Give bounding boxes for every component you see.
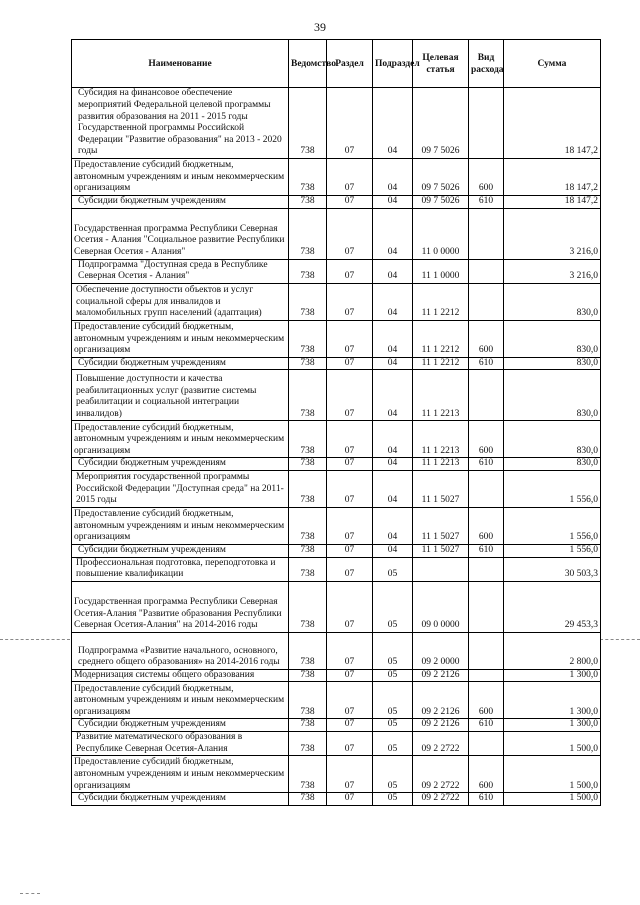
cell-target: 09 7 5026	[413, 88, 469, 159]
cell-name: Предоставление субсидий бюджетным, автономным учреждениям и иным некоммерческим организациям	[72, 159, 289, 196]
cell-dept: 738	[289, 682, 327, 719]
cell-name: Предоставление субсидий бюджетным, автономным учреждениям и иным некоммерческим организациям	[72, 756, 289, 793]
header-target: Целевая статья	[413, 40, 469, 88]
table-row	[72, 507, 601, 544]
cell-subsection: 04	[373, 283, 413, 320]
cell-exp-type: 610	[469, 458, 504, 471]
cell-amount: 1 556,0	[504, 507, 601, 544]
cell-exp-type	[469, 731, 504, 755]
cell-subsection: 04	[373, 159, 413, 196]
cell-target: 09 7 5026	[413, 159, 469, 196]
cell-dept: 738	[289, 196, 327, 209]
cell-dept: 738	[289, 283, 327, 320]
cell-amount: 1 500,0	[504, 731, 601, 755]
header-dept: Ведомство	[289, 40, 327, 88]
cell-subsection: 05	[373, 557, 413, 581]
header-subsection: Подраздел	[373, 40, 413, 88]
cell-exp-type	[469, 283, 504, 320]
cell-exp-type	[469, 557, 504, 581]
cell-exp-type: 610	[469, 357, 504, 370]
cell-exp-type	[469, 88, 504, 159]
cell-name: Субсидии бюджетным учреждениям	[72, 793, 289, 806]
cell-target: 09 2 2722	[413, 756, 469, 793]
cell-dept: 738	[289, 557, 327, 581]
cell-target: 11 1 0000	[413, 259, 469, 283]
cell-dept: 738	[289, 259, 327, 283]
cell-target: 09 2 2126	[413, 719, 469, 732]
table-row	[72, 88, 601, 159]
cell-amount: 1 300,0	[504, 719, 601, 732]
cell-subsection: 04	[373, 208, 413, 259]
cell-section: 07	[327, 557, 373, 581]
cell-amount: 29 453,3	[504, 581, 601, 632]
cell-target: 11 1 2212	[413, 320, 469, 357]
cell-name: Субсидия на финансовое обеспечение мероприятий Федеральной целевой программы развития образования на 2011 - 2015 годы Государственной программы Российской Федерации "Развитие образования" на 2013 - 2020 годы	[72, 88, 289, 159]
cell-section: 07	[327, 470, 373, 507]
cell-amount: 18 147,2	[504, 88, 601, 159]
cell-exp-type	[469, 669, 504, 682]
cell-amount: 18 147,2	[504, 159, 601, 196]
cell-exp-type: 600	[469, 159, 504, 196]
cell-target: 09 2 2126	[413, 669, 469, 682]
cell-name: Обеспечение доступности объектов и услуг социальной сферы для инвалидов и маломобильных групп населений (адаптация)	[72, 283, 289, 320]
cell-subsection: 05	[373, 682, 413, 719]
cell-target: 11 1 2213	[413, 458, 469, 471]
cell-target: 09 2 2722	[413, 793, 469, 806]
cell-dept: 738	[289, 458, 327, 471]
table-row	[72, 370, 601, 421]
cell-exp-type: 600	[469, 421, 504, 458]
table-header	[72, 40, 601, 88]
cell-subsection: 04	[373, 259, 413, 283]
cell-subsection: 05	[373, 669, 413, 682]
header-exp-type: Вид расхода	[469, 40, 504, 88]
cell-subsection: 05	[373, 793, 413, 806]
table-row	[72, 557, 601, 581]
cell-amount: 3 216,0	[504, 208, 601, 259]
table-row	[72, 159, 601, 196]
cell-subsection: 05	[373, 581, 413, 632]
header-section: Раздел	[327, 40, 373, 88]
footer-mark	[20, 893, 40, 894]
cell-amount: 830,0	[504, 283, 601, 320]
cell-name: Государственная программа Республики Северная Осетия-Алания "Развитие образования Республики Северная Осетия-Алания" на 2014-2016 годы	[72, 581, 289, 632]
cell-section: 07	[327, 793, 373, 806]
budget-table	[71, 39, 601, 806]
cell-dept: 738	[289, 669, 327, 682]
cell-section: 07	[327, 756, 373, 793]
cell-section: 07	[327, 283, 373, 320]
table-row	[72, 458, 601, 471]
cell-section: 07	[327, 581, 373, 632]
table-row	[72, 357, 601, 370]
cell-name: Модернизация системы общего образования	[72, 669, 289, 682]
cell-exp-type: 600	[469, 320, 504, 357]
cell-amount: 1 300,0	[504, 682, 601, 719]
cell-name: Государственная программа Республики Северная Осетия - Алания "Социальное развитие Республики Северная Осетия - Алания"	[72, 208, 289, 259]
table-row	[72, 259, 601, 283]
cell-target: 09 2 2126	[413, 682, 469, 719]
cell-subsection: 04	[373, 507, 413, 544]
cell-name: Субсидии бюджетным учреждениям	[72, 458, 289, 471]
cell-dept: 738	[289, 632, 327, 669]
cell-exp-type: 600	[469, 682, 504, 719]
cell-section: 07	[327, 669, 373, 682]
cell-target: 09 2 2722	[413, 731, 469, 755]
cell-dept: 738	[289, 159, 327, 196]
cell-amount: 830,0	[504, 458, 601, 471]
cell-target: 11 1 2213	[413, 370, 469, 421]
cell-section: 07	[327, 682, 373, 719]
cell-name: Субсидии бюджетным учреждениям	[72, 719, 289, 732]
cell-amount: 3 216,0	[504, 259, 601, 283]
header-amount: Сумма	[504, 40, 601, 88]
table-row	[72, 632, 601, 669]
cell-section: 07	[327, 196, 373, 209]
cell-amount: 1 500,0	[504, 756, 601, 793]
table-row	[72, 320, 601, 357]
cell-dept: 738	[289, 320, 327, 357]
cell-section: 07	[327, 357, 373, 370]
cell-name: Субсидии бюджетным учреждениям	[72, 196, 289, 209]
cell-subsection: 04	[373, 196, 413, 209]
table-row	[72, 756, 601, 793]
cell-section: 07	[327, 370, 373, 421]
cell-target: 09 2 0000	[413, 632, 469, 669]
cell-name: Подпрограмма «Развитие начального, основного, среднего общего образования» на 2014-2016 годы	[72, 632, 289, 669]
cell-subsection: 04	[373, 88, 413, 159]
cell-subsection: 04	[373, 421, 413, 458]
cell-name: Субсидии бюджетным учреждениям	[72, 357, 289, 370]
cell-amount: 830,0	[504, 370, 601, 421]
cell-target: 11 1 5027	[413, 544, 469, 557]
cell-exp-type	[469, 470, 504, 507]
cell-dept: 738	[289, 731, 327, 755]
cell-name: Мероприятия государственной программы Российской Федерации "Доступная среда" на 2011-2015 годы	[72, 470, 289, 507]
cell-dept: 738	[289, 581, 327, 632]
cell-section: 07	[327, 544, 373, 557]
cell-dept: 738	[289, 370, 327, 421]
table-row	[72, 196, 601, 209]
cell-amount: 1 556,0	[504, 470, 601, 507]
cell-dept: 738	[289, 756, 327, 793]
cell-dept: 738	[289, 208, 327, 259]
cell-target: 11 1 5027	[413, 470, 469, 507]
cell-dept: 738	[289, 421, 327, 458]
cell-exp-type	[469, 581, 504, 632]
cell-exp-type: 610	[469, 544, 504, 557]
cell-amount: 1 500,0	[504, 793, 601, 806]
cell-subsection: 05	[373, 756, 413, 793]
header-row	[72, 40, 601, 88]
cell-subsection: 04	[373, 320, 413, 357]
cell-dept: 738	[289, 507, 327, 544]
cell-subsection: 05	[373, 632, 413, 669]
table-row	[72, 421, 601, 458]
cell-section: 07	[327, 259, 373, 283]
cell-section: 07	[327, 458, 373, 471]
cell-exp-type	[469, 370, 504, 421]
table-row	[72, 682, 601, 719]
cell-exp-type: 600	[469, 507, 504, 544]
cell-section: 07	[327, 320, 373, 357]
table-row	[72, 719, 601, 732]
cell-section: 07	[327, 731, 373, 755]
table-row	[72, 283, 601, 320]
cell-exp-type	[469, 208, 504, 259]
header-name: Наименование	[72, 40, 289, 88]
cell-name: Развитие математического образования в Республике Северная Осетия-Алания	[72, 731, 289, 755]
cell-dept: 738	[289, 793, 327, 806]
cell-section: 07	[327, 421, 373, 458]
table-row	[72, 793, 601, 806]
cell-amount: 1 556,0	[504, 544, 601, 557]
cell-target: 11 0 0000	[413, 208, 469, 259]
cell-target: 11 1 2213	[413, 421, 469, 458]
page-number: 39	[314, 20, 326, 34]
cell-name: Предоставление субсидий бюджетным, автономным учреждениям и иным некоммерческим организациям	[72, 320, 289, 357]
cell-name: Профессиональная подготовка, переподготовка и повышение квалификации	[72, 557, 289, 581]
cell-subsection: 04	[373, 470, 413, 507]
cell-dept: 738	[289, 719, 327, 732]
cell-name: Подпрограмма "Доступная среда в Республике Северная Осетия - Алания"	[72, 259, 289, 283]
cell-name: Предоставление субсидий бюджетным, автономным учреждениям и иным некоммерческим организациям	[72, 421, 289, 458]
cell-dept: 738	[289, 357, 327, 370]
cell-exp-type	[469, 259, 504, 283]
cell-target: 11 1 5027	[413, 507, 469, 544]
cell-name: Предоставление субсидий бюджетным, автономным учреждениям и иным некоммерческим организациям	[72, 507, 289, 544]
cell-exp-type: 610	[469, 793, 504, 806]
cell-subsection: 05	[373, 719, 413, 732]
table-row	[72, 731, 601, 755]
cell-subsection: 04	[373, 458, 413, 471]
cell-name: Повышение доступности и качества реабилитационных услуг (развитие системы реабилитации и социальной интеграции инвалидов)	[72, 370, 289, 421]
cell-section: 07	[327, 208, 373, 259]
cell-subsection: 04	[373, 370, 413, 421]
table-row	[72, 669, 601, 682]
cell-amount: 830,0	[504, 421, 601, 458]
cell-exp-type: 600	[469, 756, 504, 793]
cell-name: Предоставление субсидий бюджетным, автономным учреждениям и иным некоммерческим организациям	[72, 682, 289, 719]
cell-name: Субсидии бюджетным учреждениям	[72, 544, 289, 557]
cell-subsection: 04	[373, 357, 413, 370]
cell-target: 11 1 2212	[413, 283, 469, 320]
cell-exp-type: 610	[469, 196, 504, 209]
cell-subsection: 05	[373, 731, 413, 755]
cell-amount: 1 300,0	[504, 669, 601, 682]
cell-section: 07	[327, 88, 373, 159]
cell-exp-type	[469, 632, 504, 669]
cell-dept: 738	[289, 470, 327, 507]
cell-amount: 2 800,0	[504, 632, 601, 669]
cell-amount: 830,0	[504, 357, 601, 370]
cell-subsection: 04	[373, 544, 413, 557]
margin-rule-left	[0, 639, 70, 640]
cell-section: 07	[327, 507, 373, 544]
cell-dept: 738	[289, 88, 327, 159]
table-row	[72, 208, 601, 259]
cell-amount: 30 503,3	[504, 557, 601, 581]
cell-target: 11 1 2212	[413, 357, 469, 370]
cell-amount: 830,0	[504, 320, 601, 357]
table-body	[72, 88, 601, 806]
table-row	[72, 581, 601, 632]
cell-exp-type: 610	[469, 719, 504, 732]
cell-section: 07	[327, 159, 373, 196]
table-row	[72, 544, 601, 557]
cell-section: 07	[327, 632, 373, 669]
cell-amount: 18 147,2	[504, 196, 601, 209]
margin-rule-right	[600, 639, 640, 640]
cell-dept: 738	[289, 544, 327, 557]
cell-target: 09 7 5026	[413, 196, 469, 209]
cell-section: 07	[327, 719, 373, 732]
cell-target	[413, 557, 469, 581]
cell-target: 09 0 0000	[413, 581, 469, 632]
table-row	[72, 470, 601, 507]
